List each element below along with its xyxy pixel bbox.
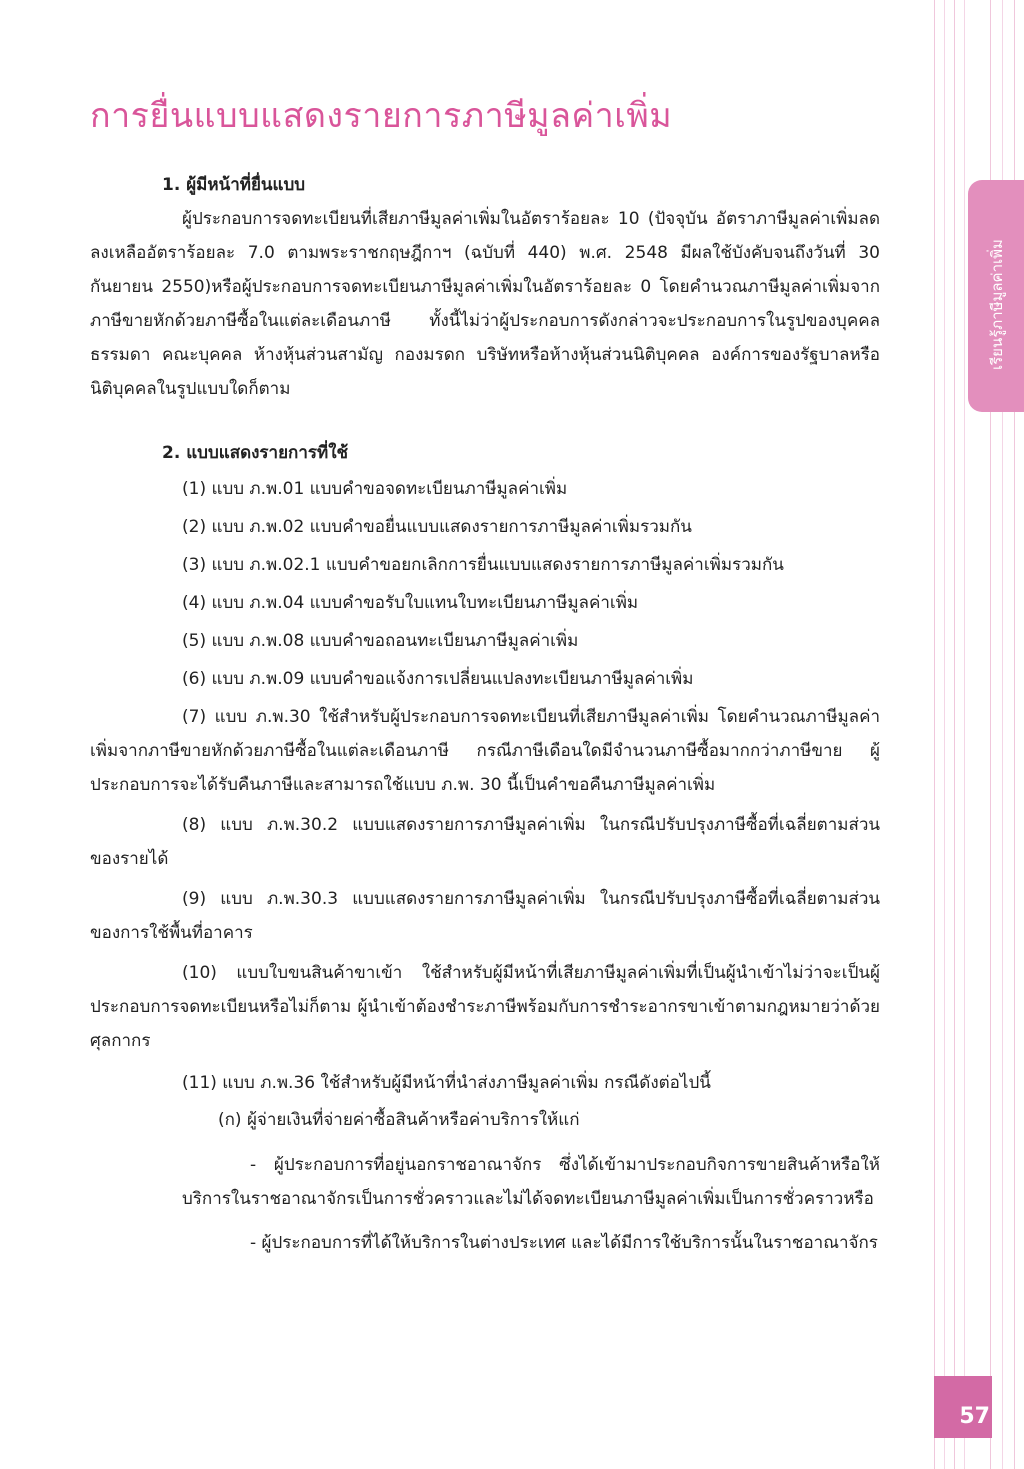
page-number: 57: [959, 1404, 990, 1429]
section-2-heading: 2. แบบแสดงรายการที่ใช้: [162, 443, 349, 463]
margin-line: [954, 0, 955, 1469]
margin-line: [944, 0, 945, 1469]
section-1-paragraph: ผู้ประกอบการจดทะเบียนที่เสียภาษีมูลค่าเพิ่มในอัตราร้อยละ 10 (ปัจจุบัน อัตราภาษีมูลค่าเพิ่มลดลงเหลืออัตราร้อยละ 7.0 ตามพระราชกฤษฎีกาฯ (ฉบับที่ 440) พ.ศ. 2548 มีผลใช้บังคับจนถึงวันที่ 30 กันยายน 2550)หรือผู้ประกอบการจดทะเบียนภาษีมูลค่าเพิ่มในอัตราร้อยละ 0 โดยคำนวณภาษีมูลค่าเพิ่มจากภาษีขายหักด้วยภาษีซื้อในแต่ละเดือนภาษี ทั้งนี้ไม่ว่าผู้ประกอบการดังกล่าวจะประกอบการในรูปของบุคคลธรรมดา คณะบุคคล ห้างหุ้นส่วนสามัญ กองมรดก บริษัทหรือห้างหุ้นส่วนนิติบุคคล องค์การของรัฐบาลหรือนิติบุคคลในรูปแบบใดก็ตาม: [90, 209, 880, 399]
form-list-item-8: (8) แบบ ภ.พ.30.2 แบบแสดงรายการภาษีมูลค่าเพิ่ม ในกรณีปรับปรุงภาษีซื้อที่เฉลี่ยตามส่วน ของรายได้: [90, 815, 880, 869]
side-tab-label: เรียนรู้ภาษีมูลค่าเพิ่ม: [988, 239, 1006, 370]
form-list-item-10: (10) แบบใบขนสินค้าขาเข้า ใช้สำหรับผู้มีหน้าที่เสียภาษีมูลค่าเพิ่มที่เป็นผู้นำเข้าไม่ว่าจะเป็นผู้ประกอบการจดทะเบียนหรือไม่ก็ตาม ผู้นำเข้าต้องชำระภาษีพร้อมกับการชำระอากรขาเข้าตามกฎหมายว่าด้วยศุลกากร: [90, 963, 880, 1051]
form-list-item-11: (11) แบบ ภ.พ.36 ใช้สำหรับผู้มีหน้าที่นำส่งภาษีมูลค่าเพิ่ม กรณีดังต่อไปนี้: [182, 1073, 711, 1093]
section-1-heading: 1. ผู้มีหน้าที่ยื่นแบบ: [162, 175, 306, 195]
form-list-item: (3) แบบ ภ.พ.02.1 แบบคำขอยกเลิกการยื่นแบบแสดงรายการภาษีมูลค่าเพิ่มรวมกัน: [182, 555, 784, 575]
margin-line: [934, 0, 935, 1469]
form-list-item: (4) แบบ ภ.พ.04 แบบคำขอรับใบแทนใบทะเบียนภาษีมูลค่าเพิ่ม: [182, 593, 639, 613]
sub-bullet: - ผู้ประกอบการที่ได้ให้บริการในต่างประเทศ และได้มีการใช้บริการนั้นในราชอาณาจักร: [250, 1233, 878, 1253]
page-title: การยื่นแบบแสดงรายการภาษีมูลค่าเพิ่ม: [90, 96, 673, 136]
form-list-item: (5) แบบ ภ.พ.08 แบบคำขอถอนทะเบียนภาษีมูลค่าเพิ่ม: [182, 631, 579, 651]
form-list-item-9: (9) แบบ ภ.พ.30.3 แบบแสดงรายการภาษีมูลค่าเพิ่ม ในกรณีปรับปรุงภาษีซื้อที่เฉลี่ยตามส่วน ของการใช้พื้นที่อาคาร: [90, 889, 880, 943]
margin-line: [964, 0, 965, 1469]
form-list-item: (1) แบบ ภ.พ.01 แบบคำขอจดทะเบียนภาษีมูลค่าเพิ่ม: [182, 479, 568, 499]
form-list-item-11a: (ก) ผู้จ่ายเงินที่จ่ายค่าซื้อสินค้าหรือค่าบริการให้แก่: [218, 1110, 580, 1130]
form-list-item: (6) แบบ ภ.พ.09 แบบคำขอแจ้งการเปลี่ยนแปลงทะเบียนภาษีมูลค่าเพิ่ม: [182, 669, 694, 689]
document-body: [90, 168, 880, 1260]
form-list-item: (2) แบบ ภ.พ.02 แบบคำขอยื่นแบบแสดงรายการภาษีมูลค่าเพิ่มรวมกัน: [182, 517, 692, 537]
sub-bullet: - ผู้ประกอบการที่อยู่นอกราชอาณาจักร ซึ่งได้เข้ามาประกอบกิจการขายสินค้าหรือให้บริการในราชอาณาจักรเป็นการชั่วคราวและไม่ได้จดทะเบียนภาษีมูลค่าเพิ่มเป็นการชั่วคราวหรือ: [182, 1155, 880, 1209]
form-list-item-7: (7) แบบ ภ.พ.30 ใช้สำหรับผู้ประกอบการจดทะเบียนที่เสียภาษีมูลค่าเพิ่ม โดยคำนวณภาษีมูลค่าเพิ่มจากภาษีขายหักด้วยภาษีซื้อในแต่ละเดือนภาษี กรณีภาษีเดือนใดมีจำนวนภาษีซื้อมากกว่าภาษีขาย ผู้ประกอบการจะได้รับคืนภาษีและสามารถใช้แบบ ภ.พ. 30 นี้เป็นคำขอคืนภาษีมูลค่าเพิ่ม: [90, 707, 880, 795]
